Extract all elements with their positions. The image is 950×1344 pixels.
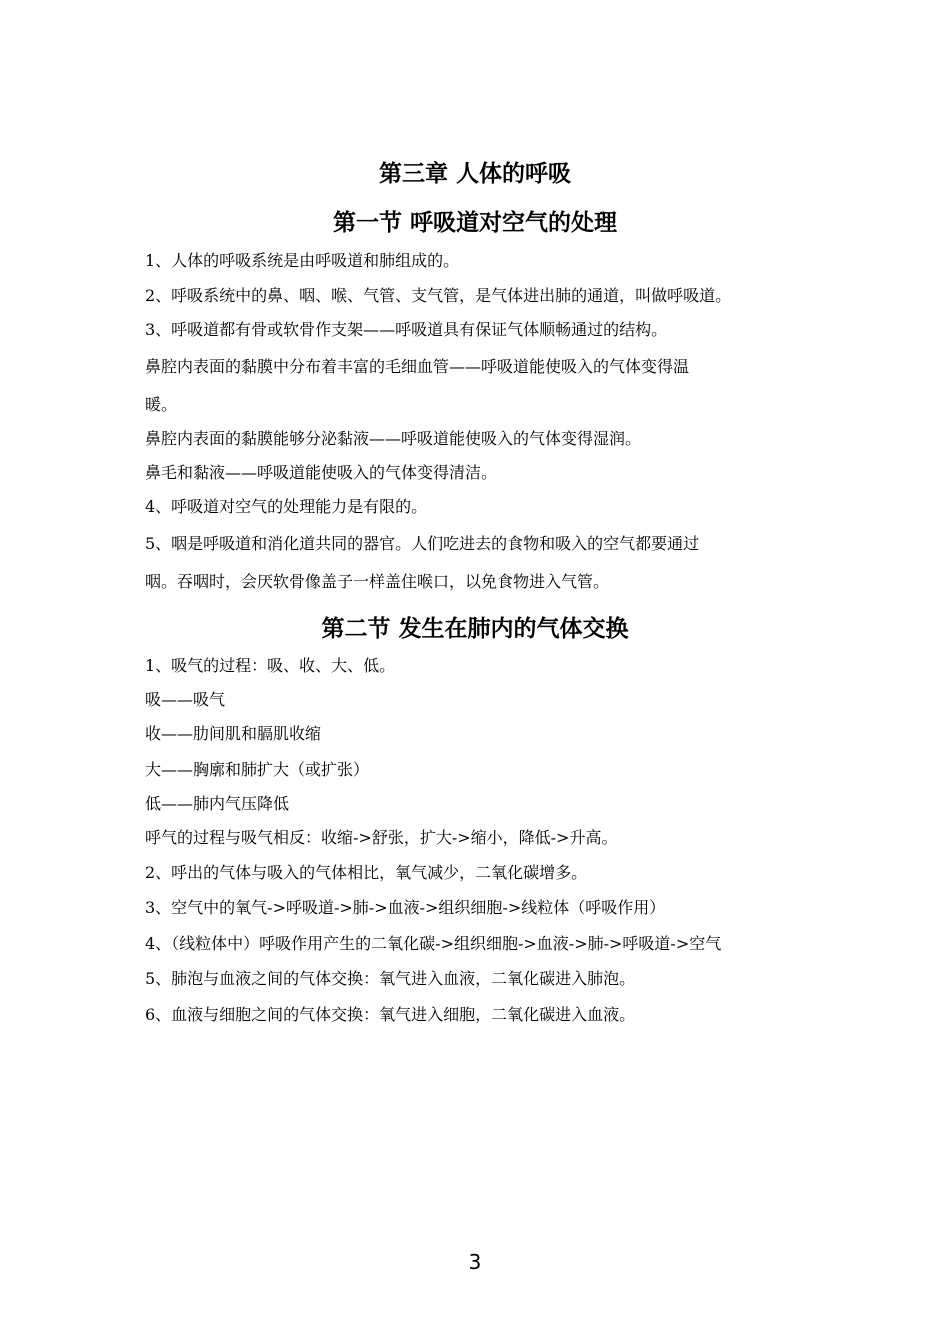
page-number: 3 <box>468 1250 482 1274</box>
section-1-line: 2、呼吸系统中的鼻、咽、喉、气管、支气管，是气体进出肺的通道，叫做呼吸道。 <box>145 286 732 305</box>
section-1-line: 咽。吞咽时，会厌软骨像盖子一样盖住喉口，以免食物进入气管。 <box>145 572 610 591</box>
section-2-line: 4、（线粒体中）呼吸作用产生的二氧化碳->组织细胞->血液->肺->呼吸道->空气 <box>145 934 722 953</box>
section-2-line: 6、血液与细胞之间的气体交换：氧气进入细胞，二氧化碳进入血液。 <box>145 1005 636 1024</box>
section-1-line: 暖。 <box>145 395 178 414</box>
section-2-line: 收——肋间肌和膈肌收缩 <box>145 724 322 743</box>
section-1-line: 鼻腔内表面的黏膜能够分泌黏液——呼吸道能使吸入的气体变得湿润。 <box>145 429 642 448</box>
section-1-line: 鼻腔内表面的黏膜中分布着丰富的毛细血管——呼吸道能使吸入的气体变得温 <box>145 357 690 376</box>
section-2-line: 吸——吸气 <box>145 690 226 709</box>
section-2-line: 2、呼出的气体与吸入的气体相比，氧气减少，二氧化碳增多。 <box>145 863 588 882</box>
section-1-line: 3、呼吸道都有骨或软骨作支架——呼吸道具有保证气体顺畅通过的结构。 <box>145 320 668 339</box>
section-2-line: 5、肺泡与血液之间的气体交换：氧气进入血液，二氧化碳进入肺泡。 <box>145 969 636 988</box>
section-1-line: 1、人体的呼吸系统是由呼吸道和肺组成的。 <box>145 251 460 270</box>
section-1-line: 4、呼吸道对空气的处理能力是有限的。 <box>145 497 428 516</box>
chapter-title: 第三章 人体的呼吸 <box>378 161 571 187</box>
section-1-line: 鼻毛和黏液——呼吸道能使吸入的气体变得清洁。 <box>145 463 498 482</box>
section-2-line: 大——胸廓和肺扩大（或扩张） <box>145 760 370 779</box>
section-2-line: 呼气的过程与吸气相反：收缩->舒张，扩大->缩小，降低->升高。 <box>145 828 618 847</box>
section-2-line: 1、吸气的过程：吸、收、大、低。 <box>145 656 396 675</box>
section-2-line: 低——肺内气压降低 <box>145 794 290 813</box>
section-2-line: 3、空气中的氧气->呼吸道->肺->血液->组织细胞->线粒体（呼吸作用） <box>145 898 666 917</box>
section-1-line: 5、咽是呼吸道和消化道共同的器官。人们吃进去的食物和吸入的空气都要通过 <box>145 534 700 553</box>
section-1-title: 第一节 呼吸道对空气的处理 <box>332 210 617 236</box>
section-2-title: 第二节 发生在肺内的气体交换 <box>321 616 629 642</box>
